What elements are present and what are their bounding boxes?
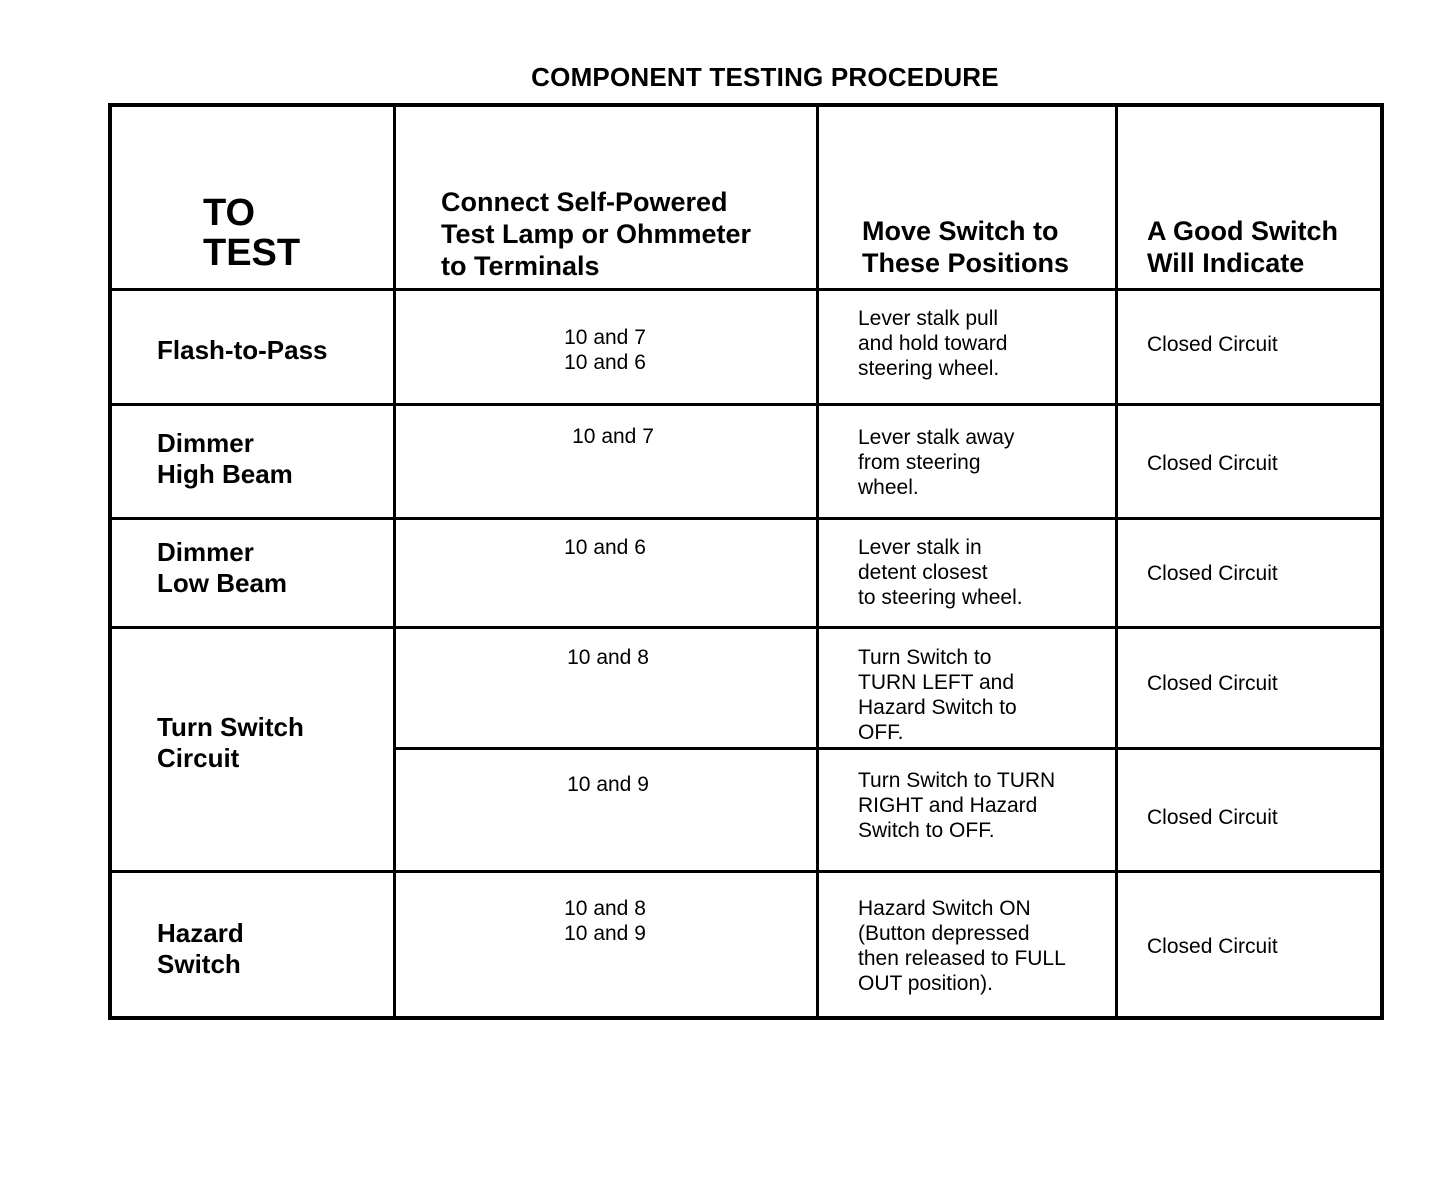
terminals-cell: 10 and 9 xyxy=(567,773,649,796)
column-divider xyxy=(816,105,819,1018)
positions-cell: Lever stalk in detent closest to steering wheel. xyxy=(858,536,1023,609)
header-to-test: TO TEST xyxy=(203,192,301,274)
result-cell: Closed Circuit xyxy=(1147,672,1278,695)
test-name: Flash-to-Pass xyxy=(157,335,328,365)
row-divider xyxy=(395,747,1382,750)
test-name: Hazard Switch xyxy=(157,918,244,979)
positions-cell: Turn Switch to TURN RIGHT and Hazard Switch to OFF. xyxy=(858,769,1056,842)
row-divider xyxy=(110,870,1382,873)
row-divider xyxy=(110,626,1382,629)
result-cell: Closed Circuit xyxy=(1147,333,1278,356)
terminals-cell: 10 and 7 10 and 6 xyxy=(564,326,646,374)
positions-cell: Lever stalk pull and hold toward steering wheel. xyxy=(858,307,1008,380)
row-divider xyxy=(110,517,1382,520)
row-divider xyxy=(110,403,1382,406)
test-name: Turn Switch Circuit xyxy=(157,712,304,773)
positions-cell: Lever stalk away from steering wheel. xyxy=(858,426,1015,499)
positions-cell: Hazard Switch ON (Button depressed then released to FULL OUT position). xyxy=(858,897,1066,995)
page-title: COMPONENT TESTING PROCEDURE xyxy=(531,62,999,92)
terminals-cell: 10 and 6 xyxy=(564,536,646,559)
terminals-cell: 10 and 8 xyxy=(567,646,649,669)
result-cell: Closed Circuit xyxy=(1147,806,1278,829)
column-divider xyxy=(393,105,396,1018)
header-good-switch-indicates: A Good Switch Will Indicate xyxy=(1147,216,1338,278)
test-name: Dimmer Low Beam xyxy=(157,537,288,598)
result-cell: Closed Circuit xyxy=(1147,452,1278,475)
result-cell: Closed Circuit xyxy=(1147,935,1278,958)
terminals-cell: 10 and 7 xyxy=(572,425,654,448)
row-divider xyxy=(110,288,1382,291)
header-connect-terminals: Connect Self-Powered Test Lamp or Ohmmeter to Terminals xyxy=(441,187,752,281)
header-move-switch: Move Switch to These Positions xyxy=(862,216,1070,278)
positions-cell: Turn Switch to TURN LEFT and Hazard Switch to OFF. xyxy=(858,646,1017,744)
result-cell: Closed Circuit xyxy=(1147,562,1278,585)
terminals-cell: 10 and 8 10 and 9 xyxy=(564,897,646,945)
column-divider xyxy=(1115,105,1118,1018)
test-name: Dimmer High Beam xyxy=(157,428,293,489)
